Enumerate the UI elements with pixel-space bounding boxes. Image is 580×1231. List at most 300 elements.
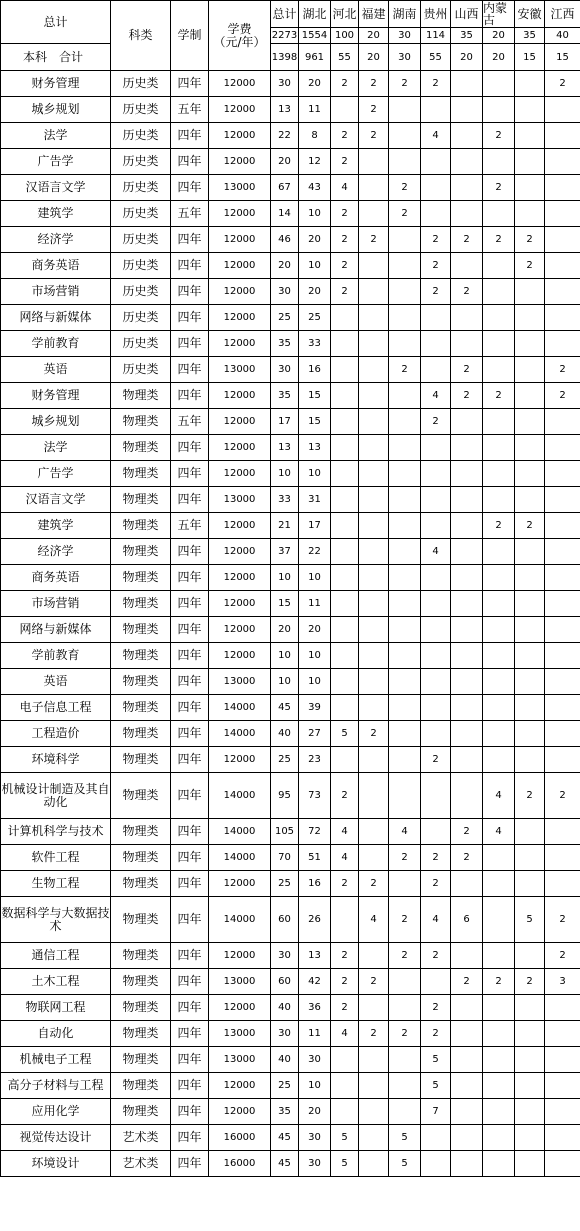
province-quota-cell bbox=[483, 721, 515, 747]
header-province-cell bbox=[389, 1, 421, 44]
province-quota-cell bbox=[545, 487, 580, 513]
duration-cell: 五年 bbox=[171, 201, 209, 227]
header-fee-unit: （元/年） bbox=[213, 34, 266, 49]
province-quota-cell bbox=[515, 747, 545, 773]
province-quota-cell bbox=[515, 1021, 545, 1047]
table-row bbox=[1, 279, 580, 305]
province-quota-cell bbox=[515, 409, 545, 435]
province-quota-cell: 2 bbox=[545, 383, 580, 409]
fee-cell: 13000 bbox=[209, 669, 271, 695]
province-quota-cell bbox=[545, 871, 580, 897]
province-quota-cell bbox=[515, 943, 545, 969]
province-quota-cell bbox=[331, 97, 359, 123]
province-quota-cell: 3 bbox=[545, 969, 580, 995]
fee-cell: 12000 bbox=[209, 747, 271, 773]
province-quota-cell bbox=[421, 1151, 451, 1177]
province-quota-cell bbox=[359, 1099, 389, 1125]
fee-cell: 12000 bbox=[209, 617, 271, 643]
province-quota-cell: 2 bbox=[451, 819, 483, 845]
province-quota-cell: 17 bbox=[299, 513, 331, 539]
duration-cell: 五年 bbox=[171, 513, 209, 539]
fee-cell: 12000 bbox=[209, 871, 271, 897]
category-cell: 物理类 bbox=[111, 383, 171, 409]
province-quota-cell bbox=[515, 539, 545, 565]
province-quota-cell: 2 bbox=[421, 227, 451, 253]
province-quota-cell bbox=[545, 227, 580, 253]
province-quota-cell bbox=[331, 539, 359, 565]
province-quota-cell: 2 bbox=[389, 1021, 421, 1047]
province-quota-cell bbox=[483, 995, 515, 1021]
row-total-cell: 20 bbox=[271, 617, 299, 643]
province-quota-cell: 43 bbox=[299, 175, 331, 201]
row-total-cell: 14 bbox=[271, 201, 299, 227]
header-province-cell bbox=[421, 1, 451, 44]
row-total-cell: 25 bbox=[271, 871, 299, 897]
province-quota-cell: 2 bbox=[545, 773, 580, 819]
province-quota-cell: 13 bbox=[299, 435, 331, 461]
duration-cell: 四年 bbox=[171, 871, 209, 897]
duration-cell: 四年 bbox=[171, 669, 209, 695]
province-quota-cell: 25 bbox=[299, 305, 331, 331]
province-quota-cell bbox=[451, 123, 483, 149]
province-quota-cell bbox=[359, 487, 389, 513]
province-quota-cell bbox=[451, 565, 483, 591]
province-quota-cell: 73 bbox=[299, 773, 331, 819]
province-quota-cell bbox=[331, 669, 359, 695]
province-quota-cell: 10 bbox=[299, 201, 331, 227]
province-quota-cell: 2 bbox=[331, 123, 359, 149]
table-row bbox=[1, 773, 580, 819]
province-quota-cell: 2 bbox=[421, 279, 451, 305]
category-cell: 物理类 bbox=[111, 747, 171, 773]
duration-cell: 四年 bbox=[171, 897, 209, 943]
province-quota-cell bbox=[515, 1047, 545, 1073]
province-quota-cell: 7 bbox=[421, 1099, 451, 1125]
province-quota-cell bbox=[483, 1125, 515, 1151]
province-quota-cell: 8 bbox=[299, 123, 331, 149]
province-quota-cell bbox=[451, 253, 483, 279]
duration-cell: 四年 bbox=[171, 643, 209, 669]
major-cell: 经济学 bbox=[1, 227, 111, 253]
major-cell: 物联网工程 bbox=[1, 995, 111, 1021]
province-quota-cell bbox=[483, 591, 515, 617]
province-quota-cell: 2 bbox=[331, 943, 359, 969]
province-quota-cell bbox=[545, 461, 580, 487]
province-quota-cell: 10 bbox=[299, 253, 331, 279]
table-row bbox=[1, 617, 580, 643]
province-quota-cell bbox=[451, 943, 483, 969]
province-quota-cell: 11 bbox=[299, 1021, 331, 1047]
province-quota-cell bbox=[451, 513, 483, 539]
table-row bbox=[1, 383, 580, 409]
province-quota-cell bbox=[515, 487, 545, 513]
province-quota-cell bbox=[483, 1151, 515, 1177]
category-cell: 物理类 bbox=[111, 617, 171, 643]
province-quota-cell: 2 bbox=[451, 227, 483, 253]
header-sum-label: 总计 bbox=[272, 7, 297, 21]
province-quota-cell bbox=[451, 1125, 483, 1151]
fee-cell: 12000 bbox=[209, 149, 271, 175]
fee-cell: 12000 bbox=[209, 71, 271, 97]
province-quota-cell bbox=[483, 149, 515, 175]
row-total-cell: 35 bbox=[271, 1099, 299, 1125]
province-quota-cell: 4 bbox=[421, 897, 451, 943]
duration-cell: 四年 bbox=[171, 695, 209, 721]
province-quota-cell: 5 bbox=[389, 1151, 421, 1177]
province-quota-cell bbox=[389, 227, 421, 253]
row-total-cell: 70 bbox=[271, 845, 299, 871]
province-quota-cell: 2 bbox=[421, 409, 451, 435]
province-quota-cell bbox=[545, 513, 580, 539]
row-total-cell: 30 bbox=[271, 279, 299, 305]
province-quota-cell: 26 bbox=[299, 897, 331, 943]
province-quota-cell bbox=[515, 279, 545, 305]
header-province-cell bbox=[483, 1, 515, 44]
header-duration: 学制 bbox=[171, 1, 209, 71]
major-cell: 机械设计制造及其自动化 bbox=[1, 773, 111, 819]
province-quota-cell bbox=[421, 1125, 451, 1151]
province-quota-cell: 51 bbox=[299, 845, 331, 871]
province-quota-cell bbox=[421, 149, 451, 175]
province-quota-cell bbox=[515, 845, 545, 871]
major-cell: 学前教育 bbox=[1, 643, 111, 669]
province-quota-cell: 33 bbox=[299, 331, 331, 357]
province-quota-cell bbox=[389, 1099, 421, 1125]
province-quota-cell bbox=[389, 97, 421, 123]
province-quota-cell: 30 bbox=[299, 1151, 331, 1177]
table-row bbox=[1, 253, 580, 279]
province-quota-cell: 5 bbox=[331, 1125, 359, 1151]
province-quota-cell bbox=[483, 897, 515, 943]
duration-cell: 四年 bbox=[171, 943, 209, 969]
major-cell: 商务英语 bbox=[1, 565, 111, 591]
row-total-cell: 15 bbox=[271, 591, 299, 617]
province-quota-cell bbox=[483, 1099, 515, 1125]
province-quota-cell bbox=[483, 1073, 515, 1099]
table-row bbox=[1, 695, 580, 721]
province-quota-cell bbox=[389, 695, 421, 721]
header-province-total: 35 bbox=[451, 27, 482, 43]
major-cell: 财务管理 bbox=[1, 71, 111, 97]
province-quota-cell bbox=[545, 97, 580, 123]
province-quota-cell bbox=[515, 819, 545, 845]
province-quota-cell bbox=[359, 279, 389, 305]
subtotal-value: 20 bbox=[359, 44, 389, 71]
category-cell: 历史类 bbox=[111, 175, 171, 201]
row-total-cell: 46 bbox=[271, 227, 299, 253]
table-row bbox=[1, 123, 580, 149]
province-quota-cell: 2 bbox=[451, 845, 483, 871]
header-province-cell bbox=[331, 1, 359, 44]
province-quota-cell bbox=[451, 461, 483, 487]
province-quota-cell bbox=[359, 747, 389, 773]
province-quota-cell: 5 bbox=[421, 1047, 451, 1073]
province-quota-cell bbox=[515, 871, 545, 897]
duration-cell: 四年 bbox=[171, 773, 209, 819]
province-quota-cell bbox=[359, 565, 389, 591]
table-row bbox=[1, 871, 580, 897]
province-quota-cell: 16 bbox=[299, 871, 331, 897]
province-quota-cell: 2 bbox=[421, 1021, 451, 1047]
duration-cell: 四年 bbox=[171, 71, 209, 97]
major-cell: 市场营销 bbox=[1, 591, 111, 617]
province-quota-cell bbox=[389, 565, 421, 591]
subtotal-value: 20 bbox=[451, 44, 483, 71]
header-fee-label: 学费 bbox=[227, 21, 252, 36]
row-total-cell: 30 bbox=[271, 357, 299, 383]
duration-cell: 四年 bbox=[171, 1125, 209, 1151]
province-quota-cell bbox=[515, 97, 545, 123]
province-quota-cell: 2 bbox=[451, 383, 483, 409]
province-quota-cell: 2 bbox=[483, 175, 515, 201]
table-row bbox=[1, 969, 580, 995]
province-quota-cell bbox=[331, 331, 359, 357]
province-quota-cell bbox=[483, 71, 515, 97]
province-quota-cell: 4 bbox=[359, 897, 389, 943]
province-quota-cell bbox=[421, 435, 451, 461]
duration-cell: 四年 bbox=[171, 845, 209, 871]
row-total-cell: 30 bbox=[271, 943, 299, 969]
subtotal-value: 15 bbox=[515, 44, 545, 71]
province-quota-cell: 13 bbox=[299, 943, 331, 969]
fee-cell: 12000 bbox=[209, 643, 271, 669]
province-quota-cell bbox=[421, 819, 451, 845]
table-row bbox=[1, 1021, 580, 1047]
province-quota-cell: 4 bbox=[421, 383, 451, 409]
province-quota-cell bbox=[545, 819, 580, 845]
fee-cell: 12000 bbox=[209, 1073, 271, 1099]
header-province-name: 福建 bbox=[361, 7, 386, 21]
province-quota-cell bbox=[483, 435, 515, 461]
header-province-total: 114 bbox=[421, 27, 450, 43]
duration-cell: 四年 bbox=[171, 995, 209, 1021]
province-quota-cell bbox=[359, 1151, 389, 1177]
province-quota-cell bbox=[515, 71, 545, 97]
province-quota-cell: 2 bbox=[451, 279, 483, 305]
province-quota-cell bbox=[483, 617, 515, 643]
category-cell: 物理类 bbox=[111, 695, 171, 721]
subtotal-label: 本科 合计 bbox=[1, 44, 111, 71]
province-quota-cell bbox=[483, 943, 515, 969]
province-quota-cell bbox=[389, 1073, 421, 1099]
fee-cell: 12000 bbox=[209, 435, 271, 461]
province-quota-cell: 2 bbox=[359, 871, 389, 897]
province-quota-cell bbox=[483, 253, 515, 279]
province-quota-cell bbox=[359, 643, 389, 669]
province-quota-cell bbox=[359, 617, 389, 643]
province-quota-cell bbox=[389, 969, 421, 995]
province-quota-cell bbox=[451, 1099, 483, 1125]
province-quota-cell: 4 bbox=[331, 1021, 359, 1047]
province-quota-cell bbox=[359, 201, 389, 227]
major-cell: 工程造价 bbox=[1, 721, 111, 747]
province-quota-cell: 2 bbox=[389, 71, 421, 97]
province-quota-cell bbox=[451, 591, 483, 617]
category-cell: 物理类 bbox=[111, 461, 171, 487]
province-quota-cell: 20 bbox=[299, 71, 331, 97]
province-quota-cell bbox=[515, 461, 545, 487]
province-quota-cell: 2 bbox=[451, 357, 483, 383]
province-quota-cell bbox=[389, 591, 421, 617]
province-quota-cell bbox=[389, 435, 421, 461]
province-quota-cell bbox=[421, 357, 451, 383]
duration-cell: 四年 bbox=[171, 383, 209, 409]
province-quota-cell bbox=[421, 695, 451, 721]
major-cell: 商务英语 bbox=[1, 253, 111, 279]
duration-cell: 四年 bbox=[171, 565, 209, 591]
province-quota-cell bbox=[389, 539, 421, 565]
header-province-total: 20 bbox=[359, 27, 388, 43]
header-province-cell bbox=[545, 1, 580, 44]
province-quota-cell bbox=[545, 539, 580, 565]
table-row bbox=[1, 747, 580, 773]
province-quota-cell: 2 bbox=[389, 943, 421, 969]
province-quota-cell: 2 bbox=[359, 969, 389, 995]
province-quota-cell bbox=[515, 305, 545, 331]
fee-cell: 12000 bbox=[209, 331, 271, 357]
subtotal-value: 30 bbox=[389, 44, 421, 71]
province-quota-cell bbox=[515, 1099, 545, 1125]
province-quota-cell: 15 bbox=[299, 409, 331, 435]
category-cell: 历史类 bbox=[111, 227, 171, 253]
province-quota-cell: 2 bbox=[359, 123, 389, 149]
row-total-cell: 30 bbox=[271, 1021, 299, 1047]
province-quota-cell bbox=[483, 461, 515, 487]
province-quota-cell bbox=[483, 97, 515, 123]
header-province-name: 内蒙古 bbox=[483, 1, 508, 27]
header-province-total: 40 bbox=[545, 27, 580, 43]
province-quota-cell bbox=[389, 279, 421, 305]
table-row bbox=[1, 819, 580, 845]
subtotal-value: 20 bbox=[483, 44, 515, 71]
table-row bbox=[1, 513, 580, 539]
duration-cell: 四年 bbox=[171, 1099, 209, 1125]
province-quota-cell bbox=[359, 669, 389, 695]
province-quota-cell bbox=[451, 331, 483, 357]
province-quota-cell: 20 bbox=[299, 1099, 331, 1125]
province-quota-cell bbox=[421, 969, 451, 995]
major-cell: 视觉传达设计 bbox=[1, 1125, 111, 1151]
fee-cell: 16000 bbox=[209, 1125, 271, 1151]
province-quota-cell: 2 bbox=[331, 149, 359, 175]
duration-cell: 四年 bbox=[171, 253, 209, 279]
province-quota-cell: 2 bbox=[421, 845, 451, 871]
province-quota-cell bbox=[545, 253, 580, 279]
category-cell: 历史类 bbox=[111, 149, 171, 175]
province-quota-cell bbox=[331, 383, 359, 409]
row-total-cell: 105 bbox=[271, 819, 299, 845]
category-cell: 物理类 bbox=[111, 435, 171, 461]
province-quota-cell: 2 bbox=[421, 253, 451, 279]
province-quota-cell bbox=[545, 1099, 580, 1125]
subtotal-row bbox=[1, 44, 580, 71]
category-cell: 物理类 bbox=[111, 1073, 171, 1099]
province-quota-cell: 2 bbox=[483, 513, 515, 539]
header-total-label: 总计 bbox=[1, 1, 111, 44]
category-cell: 历史类 bbox=[111, 253, 171, 279]
row-total-cell: 35 bbox=[271, 331, 299, 357]
duration-cell: 四年 bbox=[171, 461, 209, 487]
subtotal-value: 961 bbox=[299, 44, 331, 71]
fee-cell: 12000 bbox=[209, 591, 271, 617]
duration-cell: 四年 bbox=[171, 617, 209, 643]
row-total-cell: 45 bbox=[271, 1151, 299, 1177]
province-quota-cell: 2 bbox=[421, 943, 451, 969]
category-cell: 物理类 bbox=[111, 1021, 171, 1047]
province-quota-cell bbox=[483, 201, 515, 227]
province-quota-cell: 2 bbox=[421, 871, 451, 897]
duration-cell: 四年 bbox=[171, 487, 209, 513]
province-quota-cell bbox=[515, 331, 545, 357]
row-total-cell: 13 bbox=[271, 435, 299, 461]
table-row bbox=[1, 357, 580, 383]
category-cell: 物理类 bbox=[111, 669, 171, 695]
province-quota-cell: 5 bbox=[389, 1125, 421, 1151]
province-quota-cell bbox=[389, 617, 421, 643]
province-quota-cell bbox=[331, 643, 359, 669]
category-cell: 物理类 bbox=[111, 721, 171, 747]
province-quota-cell: 2 bbox=[515, 513, 545, 539]
province-quota-cell: 2 bbox=[515, 773, 545, 819]
province-quota-cell: 2 bbox=[483, 969, 515, 995]
province-quota-cell bbox=[331, 617, 359, 643]
row-total-cell: 45 bbox=[271, 695, 299, 721]
province-quota-cell bbox=[483, 695, 515, 721]
table-row bbox=[1, 643, 580, 669]
province-quota-cell bbox=[545, 591, 580, 617]
fee-cell: 12000 bbox=[209, 409, 271, 435]
province-quota-cell bbox=[483, 1047, 515, 1073]
major-cell: 生物工程 bbox=[1, 871, 111, 897]
province-quota-cell bbox=[545, 1047, 580, 1073]
major-cell: 汉语言文学 bbox=[1, 487, 111, 513]
province-quota-cell bbox=[421, 97, 451, 123]
province-quota-cell bbox=[451, 175, 483, 201]
province-quota-cell bbox=[515, 721, 545, 747]
fee-cell: 12000 bbox=[209, 227, 271, 253]
row-total-cell: 67 bbox=[271, 175, 299, 201]
category-cell: 历史类 bbox=[111, 123, 171, 149]
province-quota-cell bbox=[359, 461, 389, 487]
province-quota-cell bbox=[331, 1099, 359, 1125]
major-cell: 法学 bbox=[1, 123, 111, 149]
table-row bbox=[1, 175, 580, 201]
province-quota-cell bbox=[515, 995, 545, 1021]
province-quota-cell bbox=[483, 409, 515, 435]
duration-cell: 五年 bbox=[171, 97, 209, 123]
province-quota-cell bbox=[545, 149, 580, 175]
table-row bbox=[1, 149, 580, 175]
major-cell: 英语 bbox=[1, 357, 111, 383]
table-row bbox=[1, 995, 580, 1021]
province-quota-cell bbox=[331, 747, 359, 773]
province-quota-cell bbox=[389, 669, 421, 695]
category-cell: 物理类 bbox=[111, 969, 171, 995]
table-row bbox=[1, 539, 580, 565]
province-quota-cell: 20 bbox=[299, 617, 331, 643]
row-total-cell: 60 bbox=[271, 897, 299, 943]
duration-cell: 五年 bbox=[171, 409, 209, 435]
header-row bbox=[1, 1, 580, 44]
province-quota-cell: 39 bbox=[299, 695, 331, 721]
province-quota-cell bbox=[389, 305, 421, 331]
category-cell: 物理类 bbox=[111, 897, 171, 943]
province-quota-cell: 2 bbox=[515, 227, 545, 253]
header-province-total: 35 bbox=[515, 27, 544, 43]
header-province-total: 1554 bbox=[299, 27, 330, 43]
header-province-cell bbox=[515, 1, 545, 44]
duration-cell: 四年 bbox=[171, 331, 209, 357]
